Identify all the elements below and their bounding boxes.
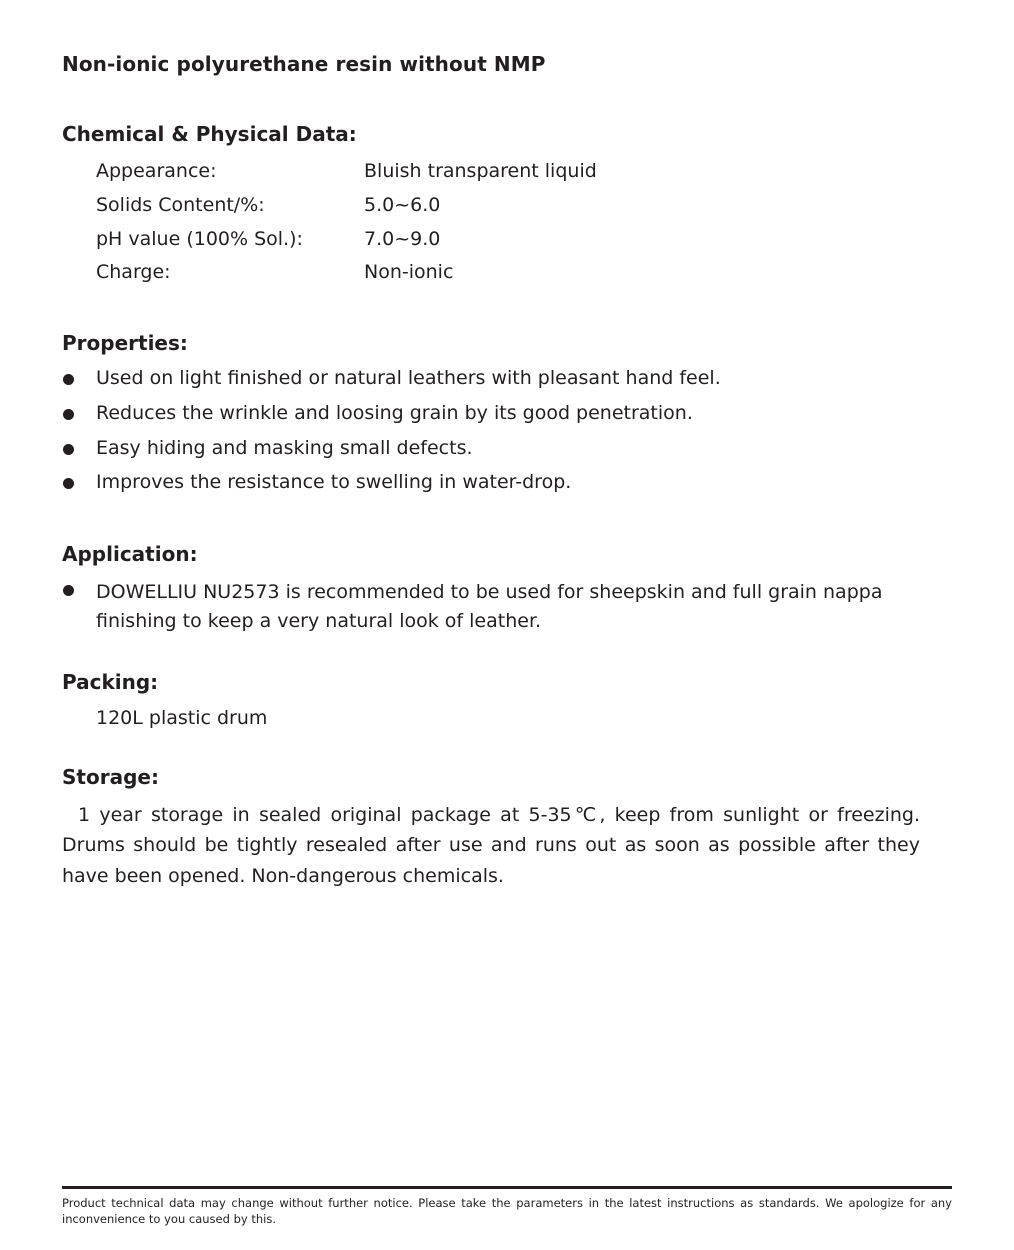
- table-row: [62, 228, 764, 262]
- spacer: [62, 506, 952, 542]
- spacer: [62, 648, 952, 670]
- section-heading-storage: Storage:: [62, 764, 159, 789]
- spacer: [62, 295, 952, 331]
- list-item-text: Used on light finished or natural leathers with pleasant hand feel.: [96, 367, 721, 389]
- property-value: 7.0~9.0: [364, 227, 441, 250]
- bullet-icon: [63, 374, 74, 385]
- property-value: 5.0~6.0: [364, 193, 441, 216]
- table-row: [62, 160, 764, 194]
- section-heading-chemical: Chemical & Physical Data:: [62, 122, 357, 146]
- packing-value: 120L plastic drum: [96, 706, 268, 729]
- spacer: [62, 729, 952, 765]
- page-title: Non-ionic polyurethane resin without NMP: [62, 52, 546, 76]
- property-label: pH value (100% Sol.):: [96, 227, 303, 250]
- property-label: Appearance:: [96, 160, 217, 182]
- section-heading-properties: Properties:: [62, 331, 188, 355]
- property-value: Bluish transparent liquid: [364, 160, 597, 182]
- chemical-physical-table: [62, 160, 764, 295]
- table-row: [62, 261, 764, 295]
- list-item-text: DOWELLIU NU2573 is recommended to be used for sheepskin and full grain nappa finishing to keep a very natural look of leather.: [96, 581, 883, 633]
- list-item: [62, 367, 952, 402]
- page-footer: [62, 1186, 952, 1228]
- footer-disclaimer: Product technical data may change without further notice. Please take the parameters in the latest instructions as standards. We apologize for any inconvenience to you caused by this.: [62, 1195, 952, 1227]
- bullet-icon: [63, 585, 74, 596]
- list-item: [62, 437, 952, 472]
- list-item: [62, 578, 952, 648]
- section-heading-packing: Packing:: [62, 669, 159, 694]
- bullet-icon: [63, 478, 74, 489]
- property-value: Non-ionic: [364, 261, 454, 284]
- table-row: [62, 194, 764, 228]
- property-label: Solids Content/%:: [96, 193, 265, 216]
- list-item-text: Easy hiding and masking small defects.: [96, 436, 473, 459]
- list-item-text: Reduces the wrinkle and loosing grain by its good penetration.: [96, 401, 693, 424]
- section-heading-application: Application:: [62, 542, 198, 566]
- footer-divider: [62, 1186, 952, 1189]
- application-list: [62, 578, 952, 648]
- properties-list: [62, 367, 952, 506]
- bullet-icon: [63, 409, 74, 420]
- spacer: [62, 76, 952, 122]
- list-item: [62, 471, 952, 506]
- property-label: Charge:: [96, 261, 171, 284]
- list-item-text: Improves the resistance to swelling in water-drop.: [96, 471, 572, 494]
- bullet-icon: [63, 444, 74, 455]
- list-item: [62, 402, 952, 437]
- storage-text: 1 year storage in sealed original package at 5-35℃, keep from sunlight or freezing. Drums should be tightly resealed after use and runs out as soon as possible after they have been opened. Non-dangerous chemicals.: [62, 803, 920, 887]
- storage-paragraph: [62, 800, 920, 891]
